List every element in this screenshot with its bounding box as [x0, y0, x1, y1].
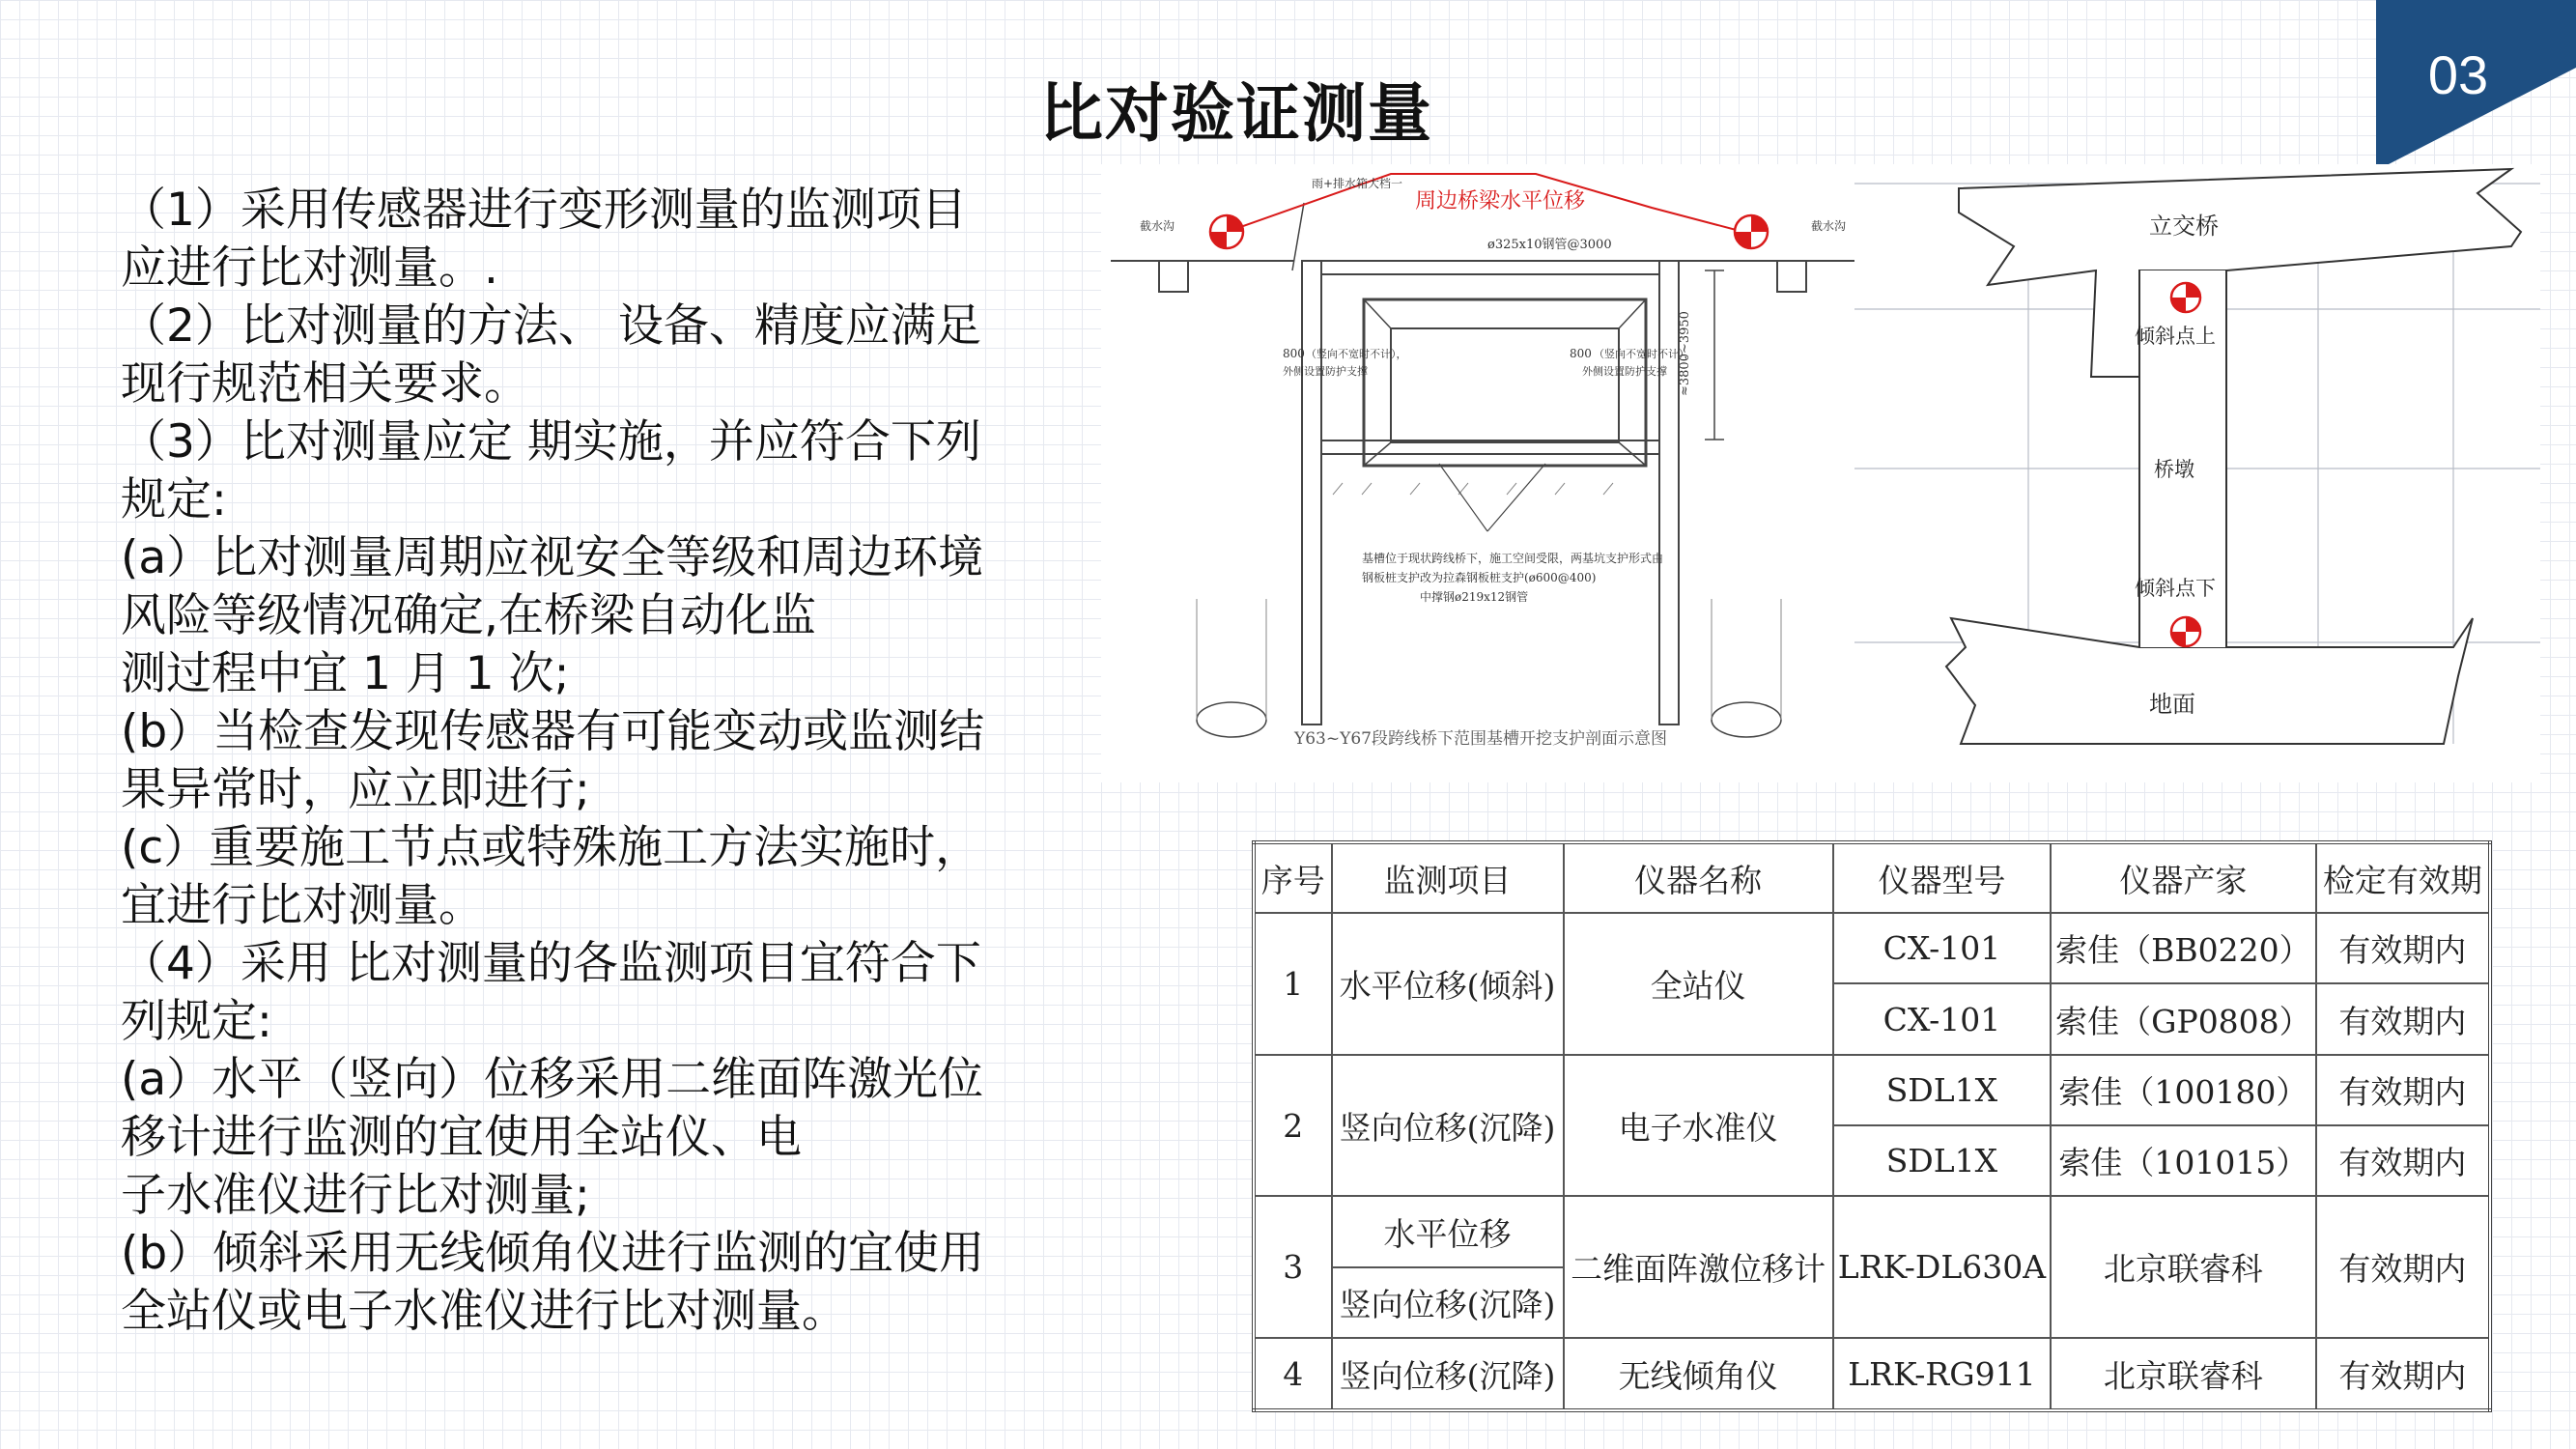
- section-drawing-caption: Y63~Y67段跨线桥下范围基槽开挖支护剖面示意图: [1294, 729, 1667, 749]
- table-header-cell: 仪器型号: [1833, 842, 2051, 913]
- instrument-name: 电子水准仪: [1564, 1055, 1833, 1197]
- table-header-cell: 仪器名称: [1564, 842, 1833, 913]
- ditch-label-right: 截水沟: [1811, 219, 1847, 233]
- text-line: 测过程中宜 1 月 1 次;: [121, 647, 570, 700]
- text-line: (c）重要施工节点或特殊施工方法实施时，: [121, 821, 981, 874]
- instrument-model: CX-101: [1833, 913, 2051, 983]
- calibration-validity: 有效期内: [2316, 1196, 2490, 1338]
- calibration-validity: 有效期内: [2316, 913, 2490, 983]
- bottom-note-2: 钢板桩支护改为拉森钢板桩支护(ø600@400): [1362, 571, 1597, 584]
- survey-marker-icon: [1735, 215, 1768, 248]
- strut-label: ø325x10钢管@3000: [1487, 238, 1612, 252]
- drain-label: 雨+排水箱大档一: [1312, 177, 1403, 190]
- note-right-1: 800: [1570, 347, 1592, 360]
- bottom-note-1: 基槽位于现状跨线桥下，施工空间受限，两基坑支护形式由: [1362, 552, 1664, 565]
- table-row: [1254, 913, 2490, 983]
- pier-label-tilt-bottom: 倾斜点下: [2135, 577, 2216, 600]
- instrument-maker: 索佳（BB0220）: [2051, 913, 2316, 983]
- row-number: 4: [1254, 1338, 1332, 1410]
- calibration-validity: 有效期内: [2316, 1055, 2490, 1125]
- text-line: （2）比对测量的方法、 设备、精度应满足: [121, 299, 981, 353]
- text-line: （4）采用 比对测量的各监测项目宜符合下: [121, 937, 981, 990]
- ditch-label-left: 截水沟: [1140, 219, 1175, 233]
- row-number: 1: [1254, 913, 1332, 1055]
- table-header-cell: 监测项目: [1332, 842, 1564, 913]
- text-line: 全站仪或电子水准仪进行比对测量。: [121, 1285, 847, 1338]
- table-row: [1254, 1055, 2490, 1125]
- instrument-model: SDL1X: [1833, 1055, 2051, 1125]
- text-line: 子水准仪进行比对测量;: [121, 1169, 590, 1222]
- monitoring-item: 竖向位移(沉降): [1332, 1338, 1564, 1410]
- text-line: （1）采用传感器进行变形测量的监测项目: [121, 184, 967, 237]
- page-title: 比对验证测量: [1039, 76, 1433, 151]
- survey-marker-icon: [1210, 215, 1243, 248]
- text-line: 风险等级情况确定,在桥梁自动化监: [121, 589, 816, 642]
- table-header-row: [1254, 842, 2490, 913]
- text-line: 果异常时，应立即进行;: [121, 763, 590, 816]
- section-drawing-title: 周边桥梁水平位移: [1415, 189, 1586, 213]
- instrument-maker: 北京联睿科: [2051, 1196, 2316, 1338]
- instrument-name: 无线倾角仪: [1564, 1338, 1833, 1410]
- note-left-1: 800: [1283, 347, 1305, 360]
- page-number: 03: [2427, 44, 2489, 105]
- instrument-model: LRK-RG911: [1833, 1338, 2051, 1410]
- section-drawing-bg: [1101, 164, 1854, 782]
- row-number: 3: [1254, 1196, 1332, 1338]
- calibration-validity: 有效期内: [2316, 1338, 2490, 1410]
- instrument-maker: 索佳（GP0808）: [2051, 983, 2316, 1054]
- calibration-validity: 有效期内: [2316, 1125, 2490, 1196]
- text-line: 宜进行比对测量。: [121, 879, 484, 932]
- pier-label-tilt-top: 倾斜点上: [2135, 325, 2216, 348]
- text-line: (b）当检查发现传感器有可能变动或监测结: [121, 705, 985, 758]
- table-header-cell: 序号: [1254, 842, 1332, 913]
- pier-label-bridge: 立交桥: [2149, 213, 2219, 240]
- monitoring-item: 水平位移: [1332, 1196, 1564, 1266]
- monitoring-item: 水平位移(倾斜): [1332, 913, 1564, 1055]
- text-line: 移计进行监测的宜使用全站仪、电: [121, 1111, 802, 1164]
- row-number: 2: [1254, 1055, 1332, 1197]
- calibration-validity: 有效期内: [2316, 983, 2490, 1054]
- bottom-note-3: 中撑钢ø219x12钢管: [1420, 590, 1529, 604]
- table-header-cell: 仪器产家: [2051, 842, 2316, 913]
- text-line: 应进行比对测量。.: [121, 242, 498, 295]
- text-line: (b）倾斜采用无线倾角仪进行监测的宜使用: [121, 1227, 985, 1280]
- instrument-name: 全站仪: [1564, 913, 1833, 1055]
- instrument-name: 二维面阵激位移计: [1564, 1196, 1833, 1338]
- text-line: （3）比对测量应定 期实施，并应符合下列: [121, 415, 981, 469]
- instrument-model: LRK-DL630A: [1833, 1196, 2051, 1338]
- monitoring-item: 竖向位移(沉降): [1332, 1055, 1564, 1197]
- instrument-table: [1252, 840, 2492, 1412]
- pier-label-pier: 桥墩: [2154, 458, 2194, 481]
- pier-label-ground: 地面: [2149, 691, 2195, 718]
- text-line: 现行规范相关要求。: [121, 357, 529, 411]
- depth-label: ≈3800~3950: [1678, 311, 1692, 396]
- engineering-drawings: [1101, 164, 2540, 782]
- instrument-model: SDL1X: [1833, 1125, 2051, 1196]
- instrument-maker: 索佳（101015）: [2051, 1125, 2316, 1196]
- note-right-2: （竖向不宽时不计），: [1594, 348, 1695, 360]
- tilt-marker-top-icon: [2171, 283, 2200, 312]
- text-line: 列规定:: [121, 995, 272, 1048]
- table-row: [1254, 1196, 2490, 1266]
- text-line: (a）水平（竖向）位移采用二维面阵激光位: [121, 1053, 984, 1106]
- note-left-3: 外侧设置防护支撑: [1283, 365, 1368, 378]
- text-line: 规定:: [121, 473, 227, 526]
- table-header-cell: 检定有效期: [2316, 842, 2490, 913]
- monitoring-item: 竖向位移(沉降): [1332, 1267, 1564, 1338]
- tilt-marker-bottom-icon: [2171, 617, 2200, 646]
- instrument-maker: 索佳（100180）: [2051, 1055, 2316, 1125]
- instrument-model: CX-101: [1833, 983, 2051, 1054]
- instrument-maker: 北京联睿科: [2051, 1338, 2316, 1410]
- text-line: (a）比对测量周期应视安全等级和周边环境: [121, 531, 984, 584]
- note-left-2: （竖向不宽时不计），: [1306, 348, 1407, 360]
- body-text: [121, 182, 1048, 1341]
- note-right-3: 外侧设置防护支撑: [1582, 365, 1667, 378]
- table-row: [1254, 1338, 2490, 1410]
